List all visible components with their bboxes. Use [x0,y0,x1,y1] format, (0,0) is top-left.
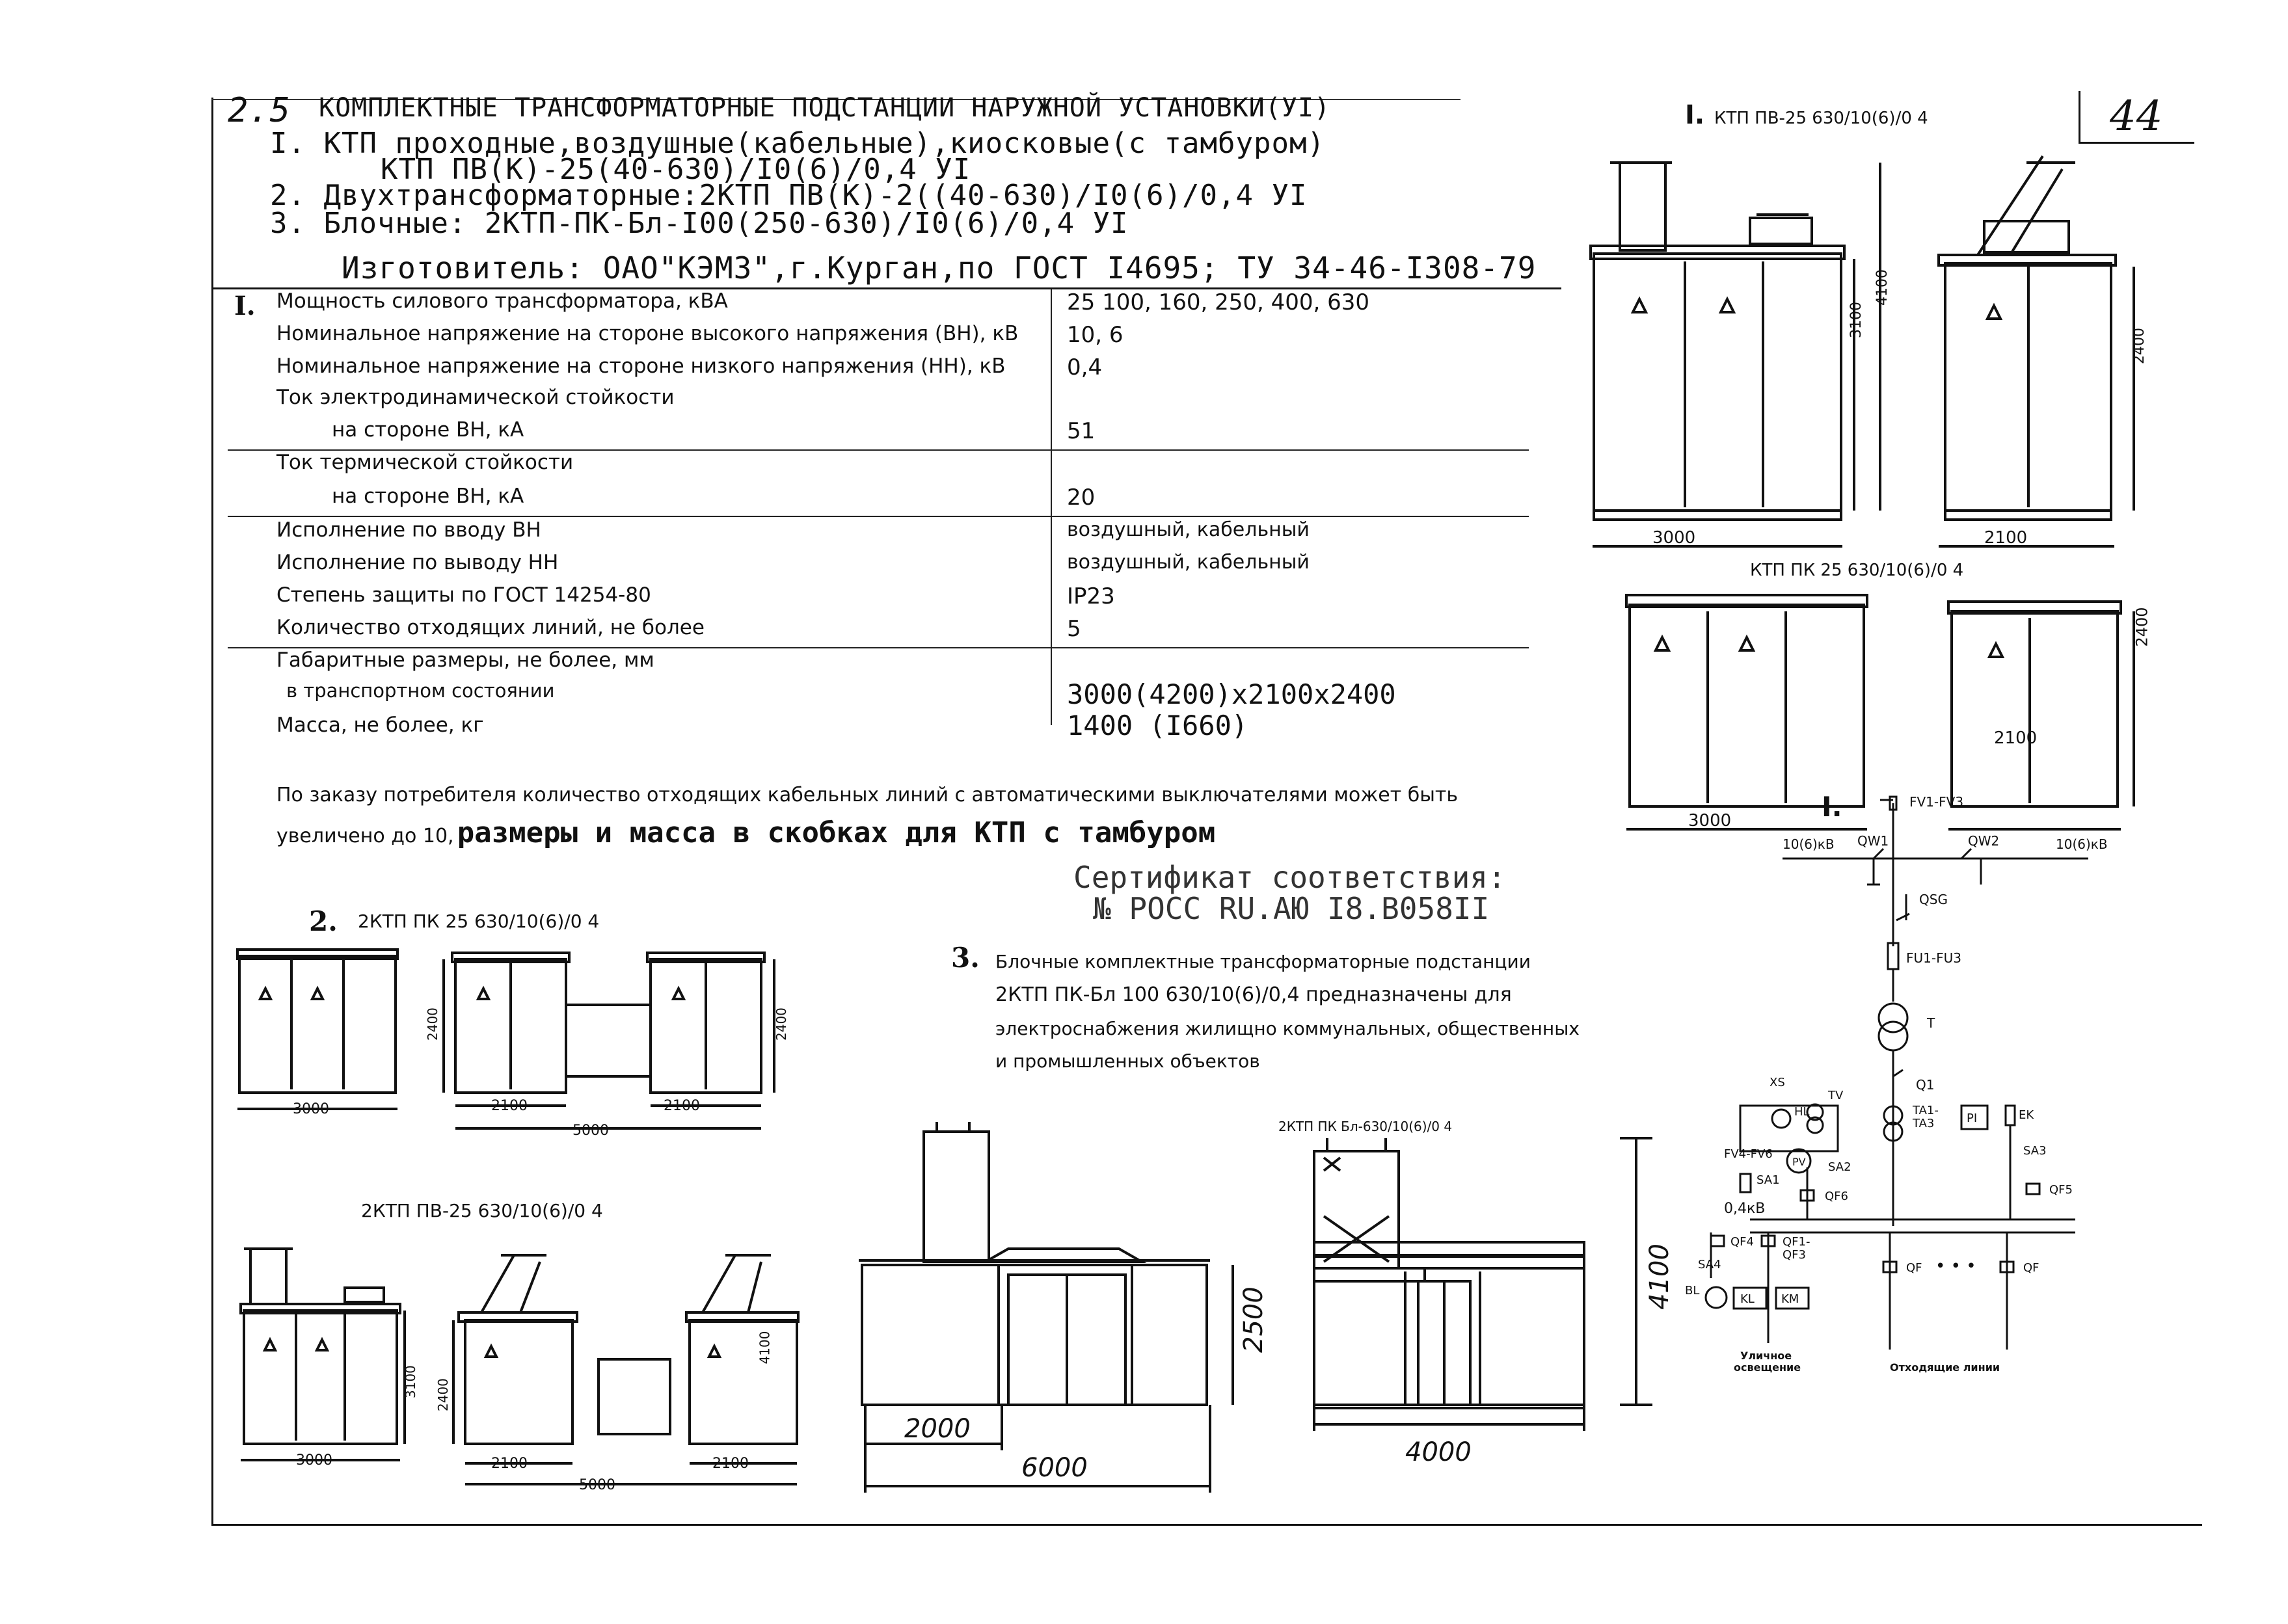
note-line-2 [276,816,1215,849]
kl-label: KL [1740,1292,1755,1306]
spec-value: воздушный, кабельный [1067,518,1310,541]
fig3-desc-4: и промышленных объектов [995,1050,1260,1072]
spec-label: Ток термической стойкости [276,451,574,474]
ktp-pv-side-view [1939,156,2134,546]
note-line-2-end: размеры и масса в скобках для КТП с тамбуром [457,816,1216,849]
fig2-dim-3000: 3000 [293,1101,329,1117]
spec-value: 25 100, 160, 250, 400, 630 [1067,289,1370,315]
feeder-dots: • • • [1935,1257,1976,1276]
pi-label: PI [1967,1112,1978,1125]
spec-row [228,485,1529,517]
fig1-caption-pv: КТП ПВ-25 630/10(6)/0 4 [1714,109,1928,128]
qf1-label: QF1- [1783,1235,1810,1249]
spec-row [228,322,1529,353]
qf4-label: QF4 [1730,1235,1754,1249]
hv-left-label: 10(6)кВ [1783,836,1835,852]
spec-label: Номинальное напряжение на стороне низкого напряжения (НН), кВ [276,354,1006,378]
fig3-dim-2500: 2500 [1239,1286,1269,1353]
spec-label: Габаритные размеры, не более, мм [276,648,654,672]
spec-value: 20 [1067,485,1096,511]
spec-row [228,648,1529,680]
fig2-caption-pv: 2КТП ПВ-25 630/10(6)/0 4 [361,1200,603,1221]
spec-row [228,386,1529,417]
qf-label-1: QF [1906,1261,1922,1275]
spec-row [228,451,1529,482]
fig2-dim-5000b: 5000 [579,1477,615,1493]
fig2-dim-5000: 5000 [572,1123,609,1139]
spec-row [228,551,1529,582]
q1-label: Q1 [1916,1077,1935,1093]
fv1-label: FV1-FV3 [1909,794,1964,810]
fig2-dim-2400c: 2400 [435,1378,451,1411]
t-label: T [1927,1015,1935,1031]
fig1-dim-3000: 3000 [1652,528,1696,548]
section-title: КОМПЛЕКТНЫЕ ТРАНСФОРМАТОРНЫЕ ПОДСТАНЦИИ НАРУЖНОЙ УСТАНОВКИ(УI) [319,93,1331,123]
certificate-title: Сертификат соответствия: [1073,860,1506,895]
page-number: 44 [2110,92,2163,140]
fig3-front-view [1314,1119,1678,1496]
km-label: KM [1781,1292,1799,1306]
item-2-title: 2. Двухтрансформаторные:2КТП ПВ(К)-2((40-630)/I0(6)/0,4 УI [270,179,1308,212]
street-lighting-1: Уличное [1740,1350,1792,1362]
qw1-label: QW1 [1857,833,1889,849]
fig2-dim-2100d: 2100 [712,1456,749,1472]
2ktp-pv-front [241,1249,405,1460]
spec-value: воздушный, кабельный [1067,551,1310,574]
spec-row [228,418,1529,451]
spec-label: Исполнение по вводу ВН [276,518,541,542]
fig2-dim-3100: 3100 [403,1365,418,1398]
spec-row [228,289,1529,321]
page-border-bottom [211,1524,2202,1526]
specs-marker: I. [234,291,256,321]
fig2-caption-pk: 2КТП ПК 25 630/10(6)/0 4 [358,911,600,932]
spec-value: 0,4 [1067,354,1103,380]
spec-row [228,616,1529,648]
fig2-drawings [234,943,800,1496]
spec-row [228,354,1529,386]
ta3-label: TA3 [1913,1117,1935,1130]
spec-label: Номинальное напряжение на стороне высокого напряжения (ВН), кВ [276,322,1019,345]
sa2-label: SA2 [1828,1160,1851,1174]
ek-label: EK [2019,1108,2034,1122]
hv-right-label: 10(6)кВ [2056,836,2108,852]
item-1-model: КТП ПВ(К)-25(40-630)/I0(6)/0,4 УI [381,153,971,186]
fig3-desc-3: электроснабжения жилищно коммунальных, общественных [995,1018,1580,1039]
fig2-marker: 2. [309,905,338,937]
note-line-2-start: увеличено до 10, [276,825,454,847]
page-border-left [211,98,213,1525]
fig3-dim-4000: 4000 [1405,1437,1472,1467]
fig1-dim-3000b: 3000 [1688,811,1732,831]
hl-label: HL [1794,1105,1810,1119]
fig1-caption-pk: КТП ПК 25 630/10(6)/0 4 [1750,561,1964,580]
spec-value: 10, 6 [1067,322,1124,348]
spec-value: 1400 (I660) [1067,710,1248,741]
outgoing-lines-label: Отходящие линии [1890,1361,2000,1374]
fig1-dim-2400: 2400 [2131,328,2147,364]
electrical-scheme [1685,777,2127,1480]
spec-label: Ток электродинамической стойкости [276,386,675,409]
qw2-label: QW2 [1968,833,2000,849]
xs-label: XS [1770,1076,1785,1089]
qf5-label: QF5 [2049,1183,2073,1197]
manufacturer-line: Изготовитель: ОАО"КЭМЗ",г.Курган,по ГОСТ I4695; ТУ 34-46-I308-79 [342,250,1537,286]
fig2-dim-4100: 4100 [757,1331,773,1364]
lv-label: 0,4кВ [1724,1201,1766,1217]
note-line-1: По заказу потребителя количество отходящих кабельных линий с автоматическими выключателями может быть [276,784,1459,806]
spec-row [228,518,1529,550]
sa1-label: SA1 [1756,1173,1780,1187]
ktp-pv-front-view [1591,163,1880,546]
item-3-title: 3. Блочные: 2КТП-ПК-Бл-I00(250-630)/I0(6)/0,4 УI [270,207,1129,240]
fv4-label: FV4-FV6 [1724,1147,1773,1161]
fig3-dim-6000: 6000 [1021,1453,1088,1483]
spec-value: 51 [1067,418,1096,444]
spec-label: на стороне ВН, кА [332,485,524,508]
qsg-label: QSG [1919,892,1948,907]
section-number: 2.5 [228,91,291,130]
fig3-dim-4100: 4100 [1644,1244,1675,1310]
fig2-dim-2100a: 2100 [491,1098,528,1114]
fig1-dim-4100: 4100 [1874,269,1891,306]
fu-label: FU1-FU3 [1906,950,1961,966]
item-1-title: I. КТП проходные,воздушные(кабельные),киосковые(с тамбуром) [270,127,1325,160]
ta-label: TA1- [1913,1104,1939,1117]
scheme-marker: I. [1822,791,1842,823]
2ktp-pv-side [453,1255,798,1484]
fig2-dim-2100c: 2100 [491,1456,528,1472]
spec-label: Степень защиты по ГОСТ 14254-80 [276,583,651,607]
fig2-dim-3000b: 3000 [296,1452,332,1469]
fig2-dim-2400b: 2400 [774,1007,789,1041]
fig1-dim-2100: 2100 [1984,528,2028,548]
qf3-label: QF3 [1783,1248,1806,1262]
spec-label: Количество отходящих линий, не более [276,616,705,639]
specs-table [228,289,1529,758]
fig1-dim-2400b: 2400 [2133,607,2151,647]
spec-label: Исполнение по выводу НН [276,551,559,574]
fig3-caption: 2КТП ПК Бл-630/10(6)/0 4 [1278,1119,1453,1134]
spec-label: Мощность силового трансформатора, кВА [276,289,728,313]
fig1-marker: I. [1685,100,1705,130]
spec-label: в транспортном состоянии [286,680,555,702]
2ktp-pk-front [237,950,397,1109]
certificate-number: № РОСС RU.АЮ I8.В058II [1093,891,1490,926]
fig2-dim-2100b: 2100 [664,1098,700,1114]
tv-label: TV [1828,1089,1844,1102]
fig3-desc-2: 2КТП ПК-Бл 100 630/10(6)/0,4 предназначены для [995,983,1512,1006]
sa4-label: SA4 [1698,1258,1721,1271]
fig1-dim-3100: 3100 [1848,302,1864,338]
spec-label: на стороне ВН, кА [332,418,524,442]
fig1-dim-2100b: 2100 [1994,728,2038,748]
fig3-desc-1: Блочные комплектные трансформаторные подстанции [995,951,1531,972]
spec-value: 5 [1067,616,1081,642]
qf6-label: QF6 [1825,1190,1848,1203]
spec-row [228,680,1529,711]
fig2-dim-2400a: 2400 [425,1007,440,1041]
spec-row [228,583,1529,615]
street-lighting-2: освещение [1734,1361,1801,1374]
bl-label: BL [1685,1284,1700,1298]
sa3-label: SA3 [2023,1144,2047,1158]
qf-label-2: QF [2023,1261,2039,1275]
spec-label: Масса, не более, кг [276,713,484,737]
pv-label: PV [1792,1156,1806,1168]
spec-row [228,710,1529,745]
fig3-dim-2000: 2000 [904,1414,971,1444]
spec-value: IP23 [1067,583,1115,609]
spec-value: 3000(4200)x2100x2400 [1067,678,1396,710]
fig3-marker: 3. [951,942,980,974]
